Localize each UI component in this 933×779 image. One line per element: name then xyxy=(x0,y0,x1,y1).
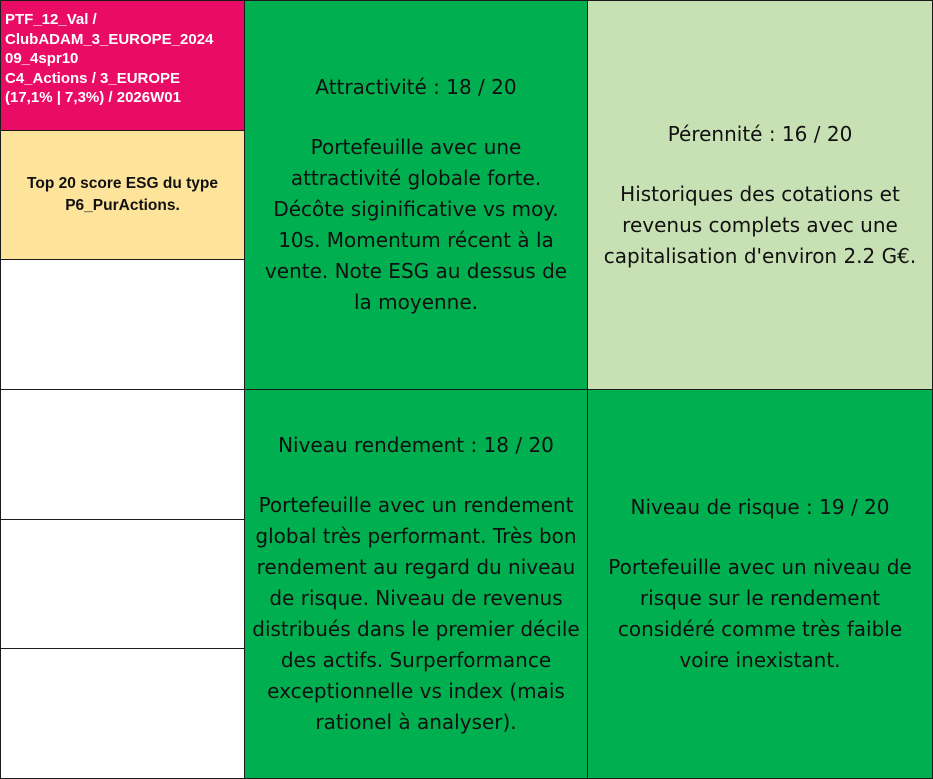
portfolio-description: Top 20 score ESG du type P6_PurActions. xyxy=(27,175,218,214)
risque-title: Niveau de risque : 19 / 20 xyxy=(630,495,890,519)
portfolio-title-line: C4_Actions / 3_EUROPE xyxy=(5,69,181,87)
perennite-text: Historiques des cotations et revenus complets avec une capitalisation d'environ 2.2 G€. xyxy=(603,181,917,268)
portfolio-title-line: PTF_12_Val / xyxy=(5,11,97,28)
attractivite-title: Attractivité : 18 / 20 xyxy=(315,75,517,99)
portfolio-title-line: (17,1% | 7,3%) / 2026W01 xyxy=(5,89,181,106)
empty-cell xyxy=(0,259,245,390)
rendement-title: Niveau rendement : 18 / 20 xyxy=(278,433,554,457)
attractivite-card xyxy=(244,0,588,390)
rendement-text: Portefeuille avec un rendement global très performant. Très bon rendement au regard du niveau de risque. Niveau de revenus distribués dans le premier décile des actifs. Surperformance exceptionnelle vs index (mais rationel à analyser). xyxy=(252,493,580,734)
portfolio-title-cell xyxy=(0,0,245,131)
portfolio-title-line: ClubADAM_3_EUROPE_2024 xyxy=(5,30,214,48)
empty-cell xyxy=(0,519,245,649)
empty-cell xyxy=(0,389,245,520)
portfolio-description-cell xyxy=(0,130,245,260)
perennite-title: Pérennité : 16 / 20 xyxy=(667,121,853,146)
attractivite-text: Portefeuille avec une attractivité globale forte. Décôte siginificative vs moy. 10s. Momentum récent à la vente. Note ESG au dessus de la moyenne. xyxy=(264,135,568,314)
risque-text: Portefeuille avec un niveau de risque sur le rendement considéré comme très faible voire inexistant. xyxy=(608,555,912,672)
perennite-card xyxy=(587,0,933,390)
portfolio-title-line: 09_4spr10 xyxy=(5,50,79,67)
rendement-card xyxy=(244,389,588,779)
empty-cell xyxy=(0,648,245,779)
risque-card xyxy=(587,389,933,779)
